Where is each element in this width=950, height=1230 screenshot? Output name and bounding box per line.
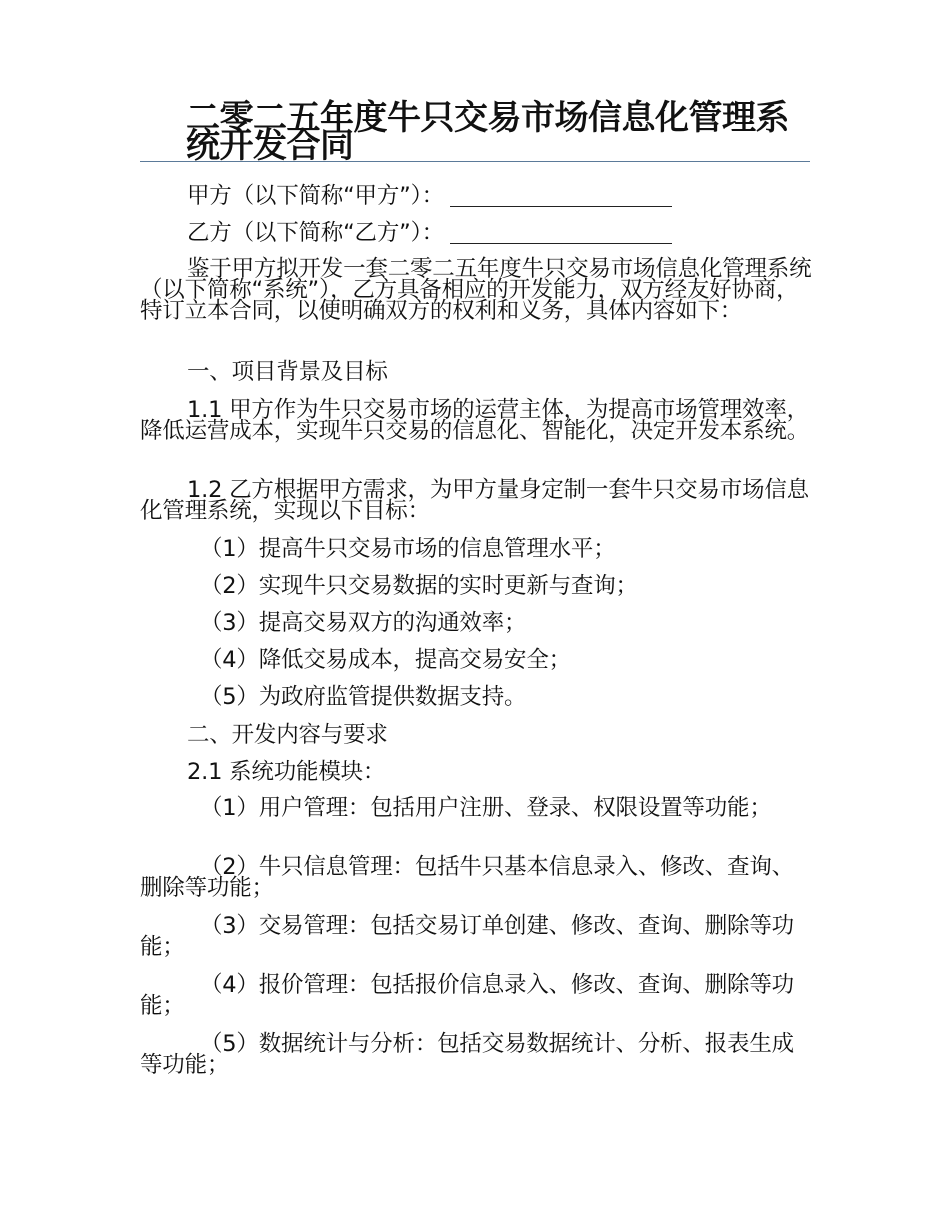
module-item: （3）交易管理：包括交易订单创建、修改、查询、删除等功能；: [140, 913, 794, 960]
goal-item: （5）为政府监管提供数据支持。: [200, 684, 527, 710]
goal-item: （2）实现牛只交易数据的实时更新与查询；: [200, 573, 638, 599]
section2-heading: 二、开发内容与要求: [187, 722, 388, 748]
module-item: （4）报价管理：包括报价信息录入、修改、查询、删除等功能；: [140, 972, 794, 1019]
module-item: （2）牛只信息管理：包括牛只基本信息录入、修改、查询、删除等功能；: [140, 854, 794, 901]
goal-item: （1）提高牛只交易市场的信息管理水平；: [200, 536, 616, 562]
party-b-blank: [450, 221, 672, 244]
preamble-paragraph: 鉴于甲方拟开发一套二零二五年度牛只交易市场信息化管理系统（以下简称“系统”），乙方具备相应的开发能力，双方经友好协商，特订立本合同，以便明确双方的权利和义务，具体内容如下：: [140, 256, 812, 324]
goal-item: （3）提高交易双方的沟通效率；: [200, 610, 527, 636]
party-b-label: 乙方（以下简称“乙方”）：: [187, 220, 444, 246]
section1-heading: 一、项目背景及目标: [187, 359, 388, 385]
party-b-line: [140, 220, 812, 246]
document-title: 二零二五年度牛只交易市场信息化管理系统开发合同: [186, 98, 789, 166]
goal-item: （4）降低交易成本，提高交易安全；: [200, 647, 571, 673]
section2-subheading: 2.1 系统功能模块：: [187, 759, 386, 785]
party-a-blank: [450, 184, 672, 207]
module-item: （1）用户管理：包括用户注册、登录、权限设置等功能；: [200, 795, 772, 821]
party-a-label: 甲方（以下简称“甲方”）：: [187, 183, 444, 209]
module-item: （5）数据统计与分析：包括交易数据统计、分析、报表生成等功能；: [140, 1031, 794, 1078]
section1-paragraph-2: 1.2 乙方根据甲方需求，为甲方量身定制一套牛只交易市场信息化管理系统，实现以下目标：: [140, 477, 809, 524]
title-underline: [140, 161, 810, 162]
party-a-line: [140, 183, 812, 209]
section1-paragraph-1: 1.1 甲方作为牛只交易市场的运营主体，为提高市场管理效率，降低运营成本，实现牛只交易的信息化、智能化，决定开发本系统。: [140, 397, 810, 444]
